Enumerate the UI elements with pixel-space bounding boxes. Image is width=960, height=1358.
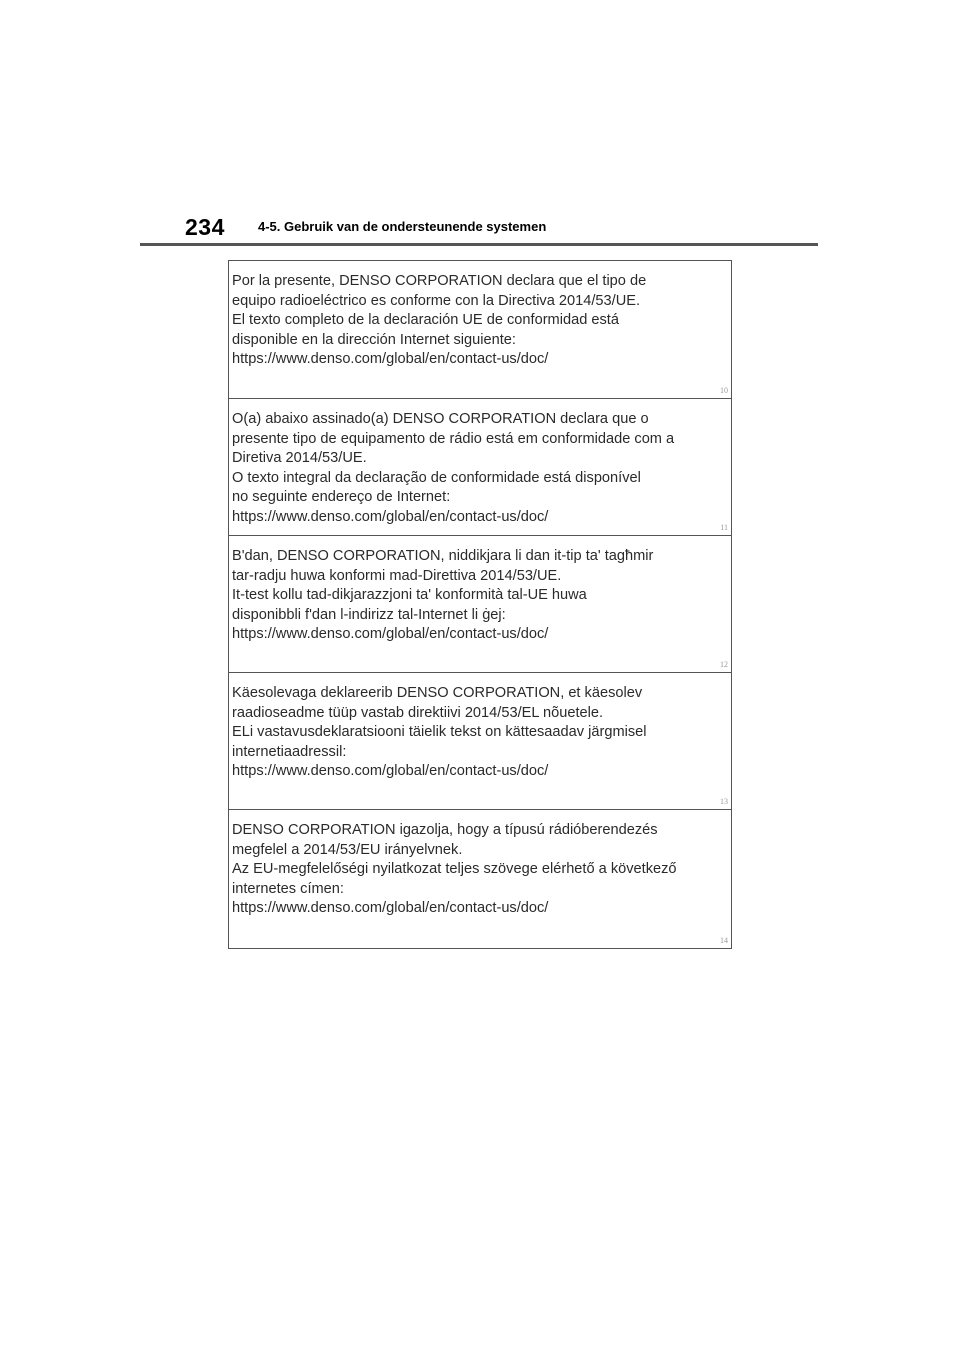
- declaration-table: [228, 260, 732, 949]
- declaration-line: It-test kollu tad-dikjarazzjoni ta' konformità tal-UE huwa: [232, 587, 587, 604]
- cell-marker: 13: [720, 797, 728, 806]
- declaration-url: https://www.denso.com/global/en/contact-us/doc/: [232, 763, 549, 780]
- declaration-line: disponible en la dirección Internet siguiente:: [232, 331, 516, 348]
- declaration-line: O(a) abaixo assinado(a) DENSO CORPORATION declara que o: [232, 411, 649, 427]
- declaration-line: equipo radioeléctrico es conforme con la Directiva 2014/53/UE.: [232, 292, 641, 309]
- cell-marker: 11: [720, 523, 728, 532]
- declaration-hungarian: [229, 810, 731, 948]
- declaration-maltese: [229, 536, 731, 673]
- declaration-line: tar-radju huwa konformi mad-Direttiva 2014/53/UE.: [232, 567, 562, 584]
- cell-marker: 14: [720, 936, 728, 945]
- declaration-line: B'dan, DENSO CORPORATION, niddikjara li dan it-tip ta' tagħmir: [232, 548, 654, 564]
- page-number: 234: [185, 214, 225, 240]
- declaration-line: presente tipo de equipamento de rádio está em conformidade com a: [232, 430, 675, 447]
- declaration-line: Az EU-megfelelőségi nyilatkozat teljes szövege elérhető a következő: [232, 861, 677, 878]
- declaration-spanish: [229, 261, 731, 399]
- declaration-line: DENSO CORPORATION igazolja, hogy a típusú rádióberendezés: [232, 822, 658, 838]
- declaration-url: https://www.denso.com/global/en/contact-us/doc/: [232, 626, 549, 643]
- declaration-line: internetes címen:: [232, 880, 344, 897]
- cell-marker: 12: [720, 660, 728, 669]
- page-header: [0, 0, 960, 250]
- declaration-url: https://www.denso.com/global/en/contact-us/doc/: [232, 508, 549, 525]
- declaration-line: ELi vastavusdeklaratsiooni täielik tekst on kättesaadav järgmisel: [232, 724, 647, 741]
- declaration-line: Por la presente, DENSO CORPORATION declara que el tipo de: [232, 273, 647, 289]
- declaration-estonian: [229, 673, 731, 810]
- declaration-line: no seguinte endereço de Internet:: [232, 489, 451, 506]
- declaration-line: Diretiva 2014/53/UE.: [232, 450, 367, 467]
- declaration-line: megfelel a 2014/53/EU irányelvnek.: [232, 841, 463, 858]
- declaration-portuguese: [229, 399, 731, 536]
- declaration-line: raadioseadme tüüp vastab direktiivi 2014/53/EL nõuetele.: [232, 704, 604, 721]
- declaration-line: internetiaadressil:: [232, 743, 347, 760]
- declaration-line: O texto integral da declaração de conformidade está disponível: [232, 469, 641, 486]
- section-title: 4-5. Gebruik van de ondersteunende systemen: [258, 219, 547, 234]
- declaration-line: Käesolevaga deklareerib DENSO CORPORATION, et käesolev: [232, 685, 643, 701]
- declaration-url: https://www.denso.com/global/en/contact-us/doc/: [232, 900, 549, 917]
- declaration-url: https://www.denso.com/global/en/contact-us/doc/: [232, 351, 549, 368]
- cell-marker: 10: [720, 386, 728, 395]
- header-divider: [140, 243, 818, 246]
- declaration-line: El texto completo de la declaración UE de conformidad está: [232, 312, 619, 329]
- declaration-line: disponibbli f'dan l-indirizz tal-Internet li ġej:: [232, 606, 506, 623]
